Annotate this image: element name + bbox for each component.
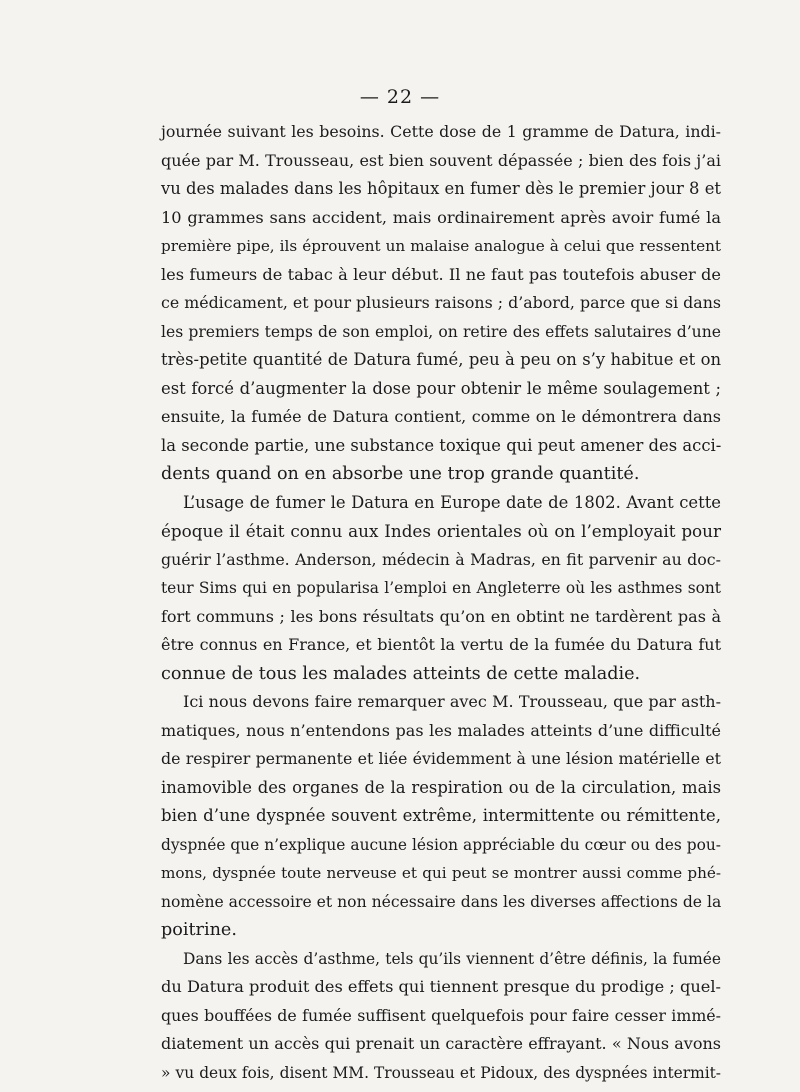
text-line: matiques, nous n’entendons pas les malades atteints d’une difficulté [161,720,721,740]
text-line: nomène accessoire et non nécessaire dans les diverses affections de la [161,892,722,911]
text-line: 10 grammes sans accident, mais ordinairement après avoir fumé la [161,207,721,227]
text-line: vu des malades dans les hôpitaux en fumer dès le premier jour 8 et [161,179,721,198]
text-line: diatement un accès qui prenait un caractère effrayant. « Nous avons [161,1034,721,1053]
body-text [161,118,721,1087]
text-line: très-petite quantité de Datura fumé, peu à peu on s’y habitue et on [161,350,721,369]
text-line: inamovible des organes de la respiration ou de la circulation, mais [161,777,721,797]
text-line: est forcé d’augmenter la dose pour obtenir le même soulagement ; [161,378,721,398]
text-line: connue de tous les malades atteints de cette maladie. [161,663,641,684]
text-line: les premiers temps de son emploi, on retire des effets salutaires d’une [161,322,721,341]
text-line: époque il était connu aux Indes orientales où on l’employait pour [161,521,721,541]
text-line: quée par M. Trousseau, est bien souvent dépassée ; bien des fois j’ai [161,150,721,170]
text-line: teur Sims qui en popularisa l’emploi en Angleterre où les asthmes sont [161,579,721,597]
text-line: fort communs ; les bons résultats qu’on en obtint ne tardèrent pas à [161,606,721,626]
text-line: journée suivant les besoins. Cette dose de 1 gramme de Datura, indi- [161,122,721,141]
text-line: dyspnée que n’explique aucune lésion appréciable du cœur ou des pou- [161,835,721,854]
text-line: ensuite, la fumée de Datura contient, comme on le démontrera dans [161,407,721,426]
text-line: Ici nous devons faire remarquer avec M. Trousseau, que par asth- [183,692,721,711]
text-line: la seconde partie, une substance toxique qui peut amener des acci- [161,435,722,455]
text-line: guérir l’asthme. Anderson, médecin à Madras, en fit parvenir au doc- [161,549,721,569]
text-line: première pipe, ils éprouvent un malaise analogue à celui que ressentent [161,237,721,255]
text-line: » vu deux fois, disent MM. Trousseau et Pidoux, des dyspnées intermit- [161,1063,721,1082]
text-line: bien d’une dyspnée souvent extrême, intermittente ou rémittente, [161,806,721,825]
text-line: ce médicament, et pour plusieurs raisons ; d’abord, parce que si dans [161,293,721,312]
text-line: ques bouffées de fumée suffisent quelquefois pour faire cesser immé- [161,1005,721,1025]
text-line: du Datura produit des effets qui tiennent presque du prodige ; quel- [161,977,721,996]
text-line: mons, dyspnée toute nerveuse et qui peut se montrer aussi comme phé- [161,864,721,882]
text-line: de respirer permanente et liée évidemment à une lésion matérielle et [161,749,721,768]
page-number: — 22 — [359,86,441,108]
text-line: poitrine. [161,920,237,940]
text-line: Dans les accès d’asthme, tels qu’ils viennent d’être définis, la fumée [183,949,721,968]
text-line: être connus en France, et bientôt la vertu de la fumée du Datura fut [161,635,721,654]
text-line: L’usage de fumer le Datura en Europe date de 1802. Avant cette [183,492,721,512]
text-line: dents quand on en absorbe une trop grande quantité. [161,464,640,484]
text-line: les fumeurs de tabac à leur début. Il ne faut pas toutefois abuser de [161,264,721,284]
